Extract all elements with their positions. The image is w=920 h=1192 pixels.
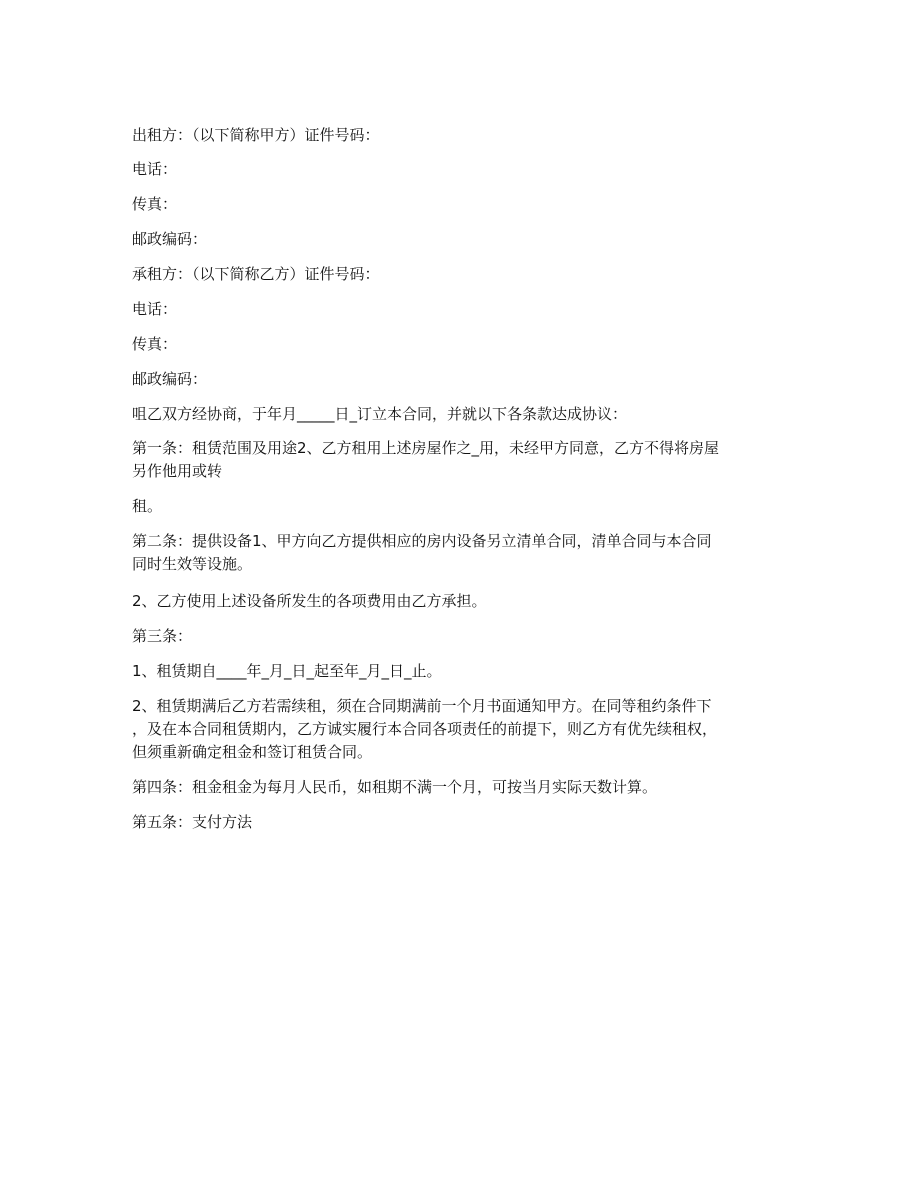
lessor-fax: 传真： <box>132 195 178 213</box>
article2-line1: 第二条：提供设备1、甲方向乙方提供相应的房内设备另立清单合同，清单合同与本合同 <box>132 532 712 550</box>
article4-paragraph: 第四条：租金租金为每月人民币，如租期不满一个月，可按当月实际天数计算。 <box>132 778 658 796</box>
article2-item2: 2、乙方使用上述设备所发生的各项费用由乙方承担。 <box>132 592 487 610</box>
intro-paragraph: 咀乙双方经协商，于年月_____日_订立本合同，并就以下各条款达成协议： <box>132 405 628 423</box>
article3-item1: 1、租赁期自____年_月_日_起至年_月_日_止。 <box>132 662 442 680</box>
article2-line2: 同时生效等设施。 <box>132 555 253 573</box>
article3-title: 第三条： <box>132 627 193 645</box>
article5-title: 第五条：支付方法 <box>132 813 253 831</box>
article3-item2-line2: ，及在本合同租赁期内，乙方诚实履行本合同各项责任的前提下，则乙方有优先续租权， <box>132 720 718 738</box>
lessor-phone: 电话： <box>132 160 178 178</box>
article3-item2-line1: 2、租赁期满后乙方若需续租，须在合同期满前一个月书面通知甲方。在同等租约条件下 <box>132 697 712 715</box>
lessee-fax: 传真： <box>132 335 178 353</box>
lessee-postcode: 邮政编码： <box>132 370 208 388</box>
article1-line1: 第一条：租赁范围及用途2、乙方租用上述房屋作之_用，未经甲方同意，乙方不得将房屋 <box>132 439 720 457</box>
article1-line3: 租。 <box>132 497 163 515</box>
lessee-line: 承租方：（以下简称乙方）证件号码： <box>132 265 380 283</box>
article1-line2: 另作他用或转 <box>132 462 223 480</box>
lessor-line: 出租方：（以下简称甲方）证件号码： <box>132 126 380 144</box>
article3-item2-line3: 但须重新确定租金和签订租赁合同。 <box>132 743 373 761</box>
lessor-postcode: 邮政编码： <box>132 230 208 248</box>
lessee-phone: 电话： <box>132 300 178 318</box>
